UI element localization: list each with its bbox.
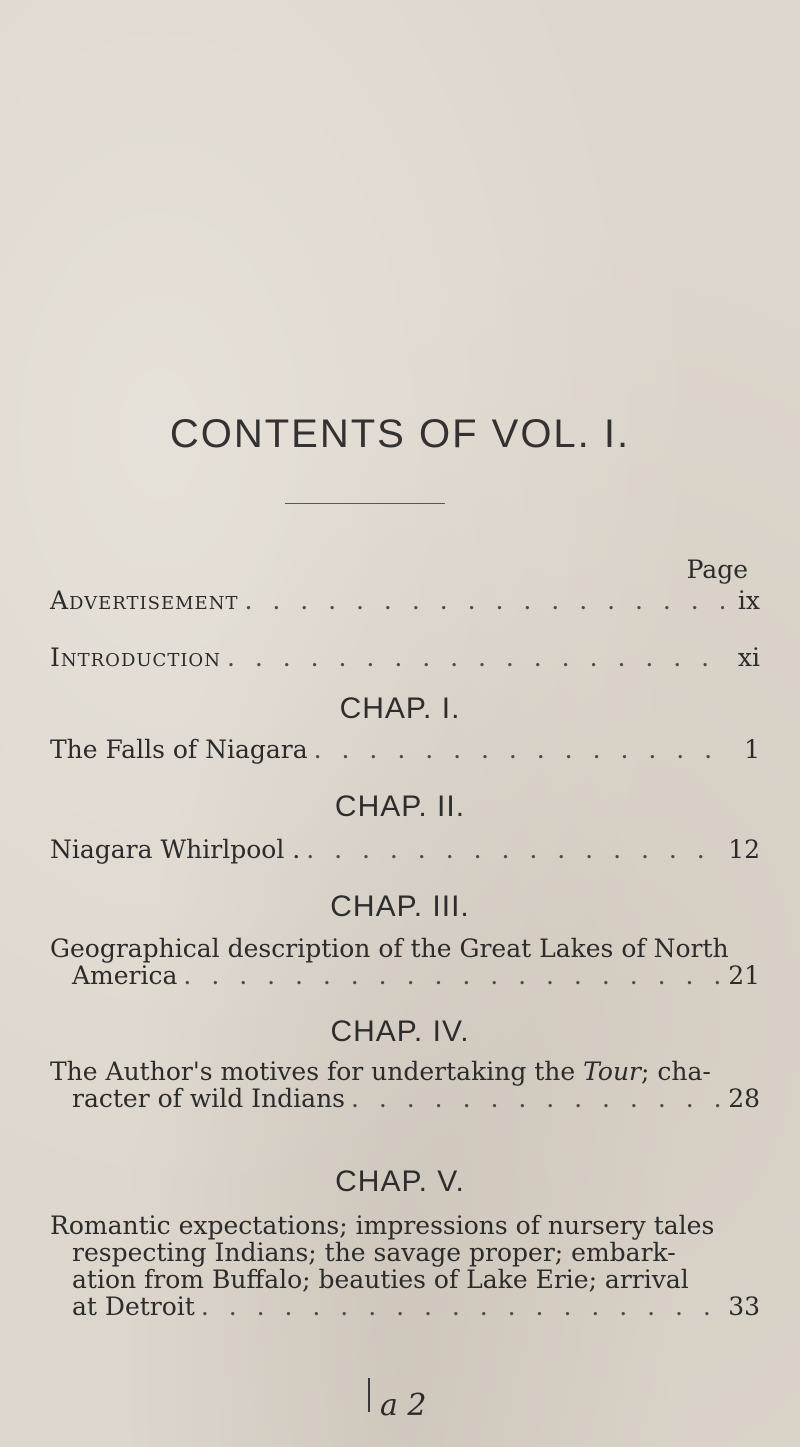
toc-entry-label: Advertisement [50,586,239,615]
leader-dots [314,736,724,763]
toc-entry-page: 21 [728,961,760,990]
leader-dots [351,1085,722,1112]
toc-entry-label: Niagara Whirlpool . [50,835,301,864]
leader-dots [306,836,722,863]
toc-entry-chapter-2[interactable] [50,836,760,863]
tour-italic: Tour [583,1057,641,1086]
toc-entry-label-line-3: ation from Buffalo; beauties of Lake Erie; arrival [72,1265,689,1294]
toc-entry-label-line-2: respecting Indians; the savage proper; embark- [72,1238,676,1267]
toc-entry-advertisement[interactable] [50,587,760,614]
toc-entry-label: Introduction [50,643,221,672]
toc-entry-label-line-2: America [72,961,178,990]
title-rule [285,503,445,504]
toc-entry-chapter-1[interactable] [50,736,760,763]
leader-dots [201,1293,722,1320]
leader-dots [227,644,724,671]
chapter-heading-1: CHAP. I. [339,692,461,725]
toc-entry-chapter-5[interactable] [50,1212,760,1320]
toc-entry-page: 12 [728,835,760,864]
chapter-heading-4: CHAP. IV. [330,1015,470,1048]
signature-mark-label: a 2 [380,1388,427,1423]
chapter-heading-3: CHAP. III. [330,890,470,923]
toc-entry-introduction[interactable] [50,644,760,671]
page-title: CONTENTS OF VOL. I. [169,412,631,456]
toc-entry-label-line-1: The Author's motives for undertaking the Tour; cha- [50,1057,711,1086]
chapter-heading-2: CHAP. II. [334,790,466,823]
leader-dots [244,587,724,614]
chapter-heading-5: CHAP. V. [335,1165,465,1198]
toc-entry-page: 28 [728,1084,760,1113]
toc-entry-label-line-1: Romantic expectations; impressions of nursery tales [50,1211,715,1240]
toc-entry-label-line-1: Geographical description of the Great Lakes of North [50,934,729,963]
page-column-header: Page [686,555,748,584]
toc-entry-label: The Falls of Niagara [50,735,308,764]
toc-entry-page: xi [737,643,760,672]
toc-entry-chapter-4[interactable] [50,1058,760,1112]
toc-entry-page: 1 [744,735,760,764]
toc-entry-page: ix [737,586,760,615]
leader-dots [183,962,722,989]
toc-entry-page: 33 [728,1292,760,1321]
toc-entry-chapter-3[interactable] [50,935,760,989]
toc-entry-label-line-4: at Detroit [72,1292,195,1321]
toc-entry-label-line-2: racter of wild Indians [72,1084,345,1113]
signature-mark [368,1378,370,1412]
